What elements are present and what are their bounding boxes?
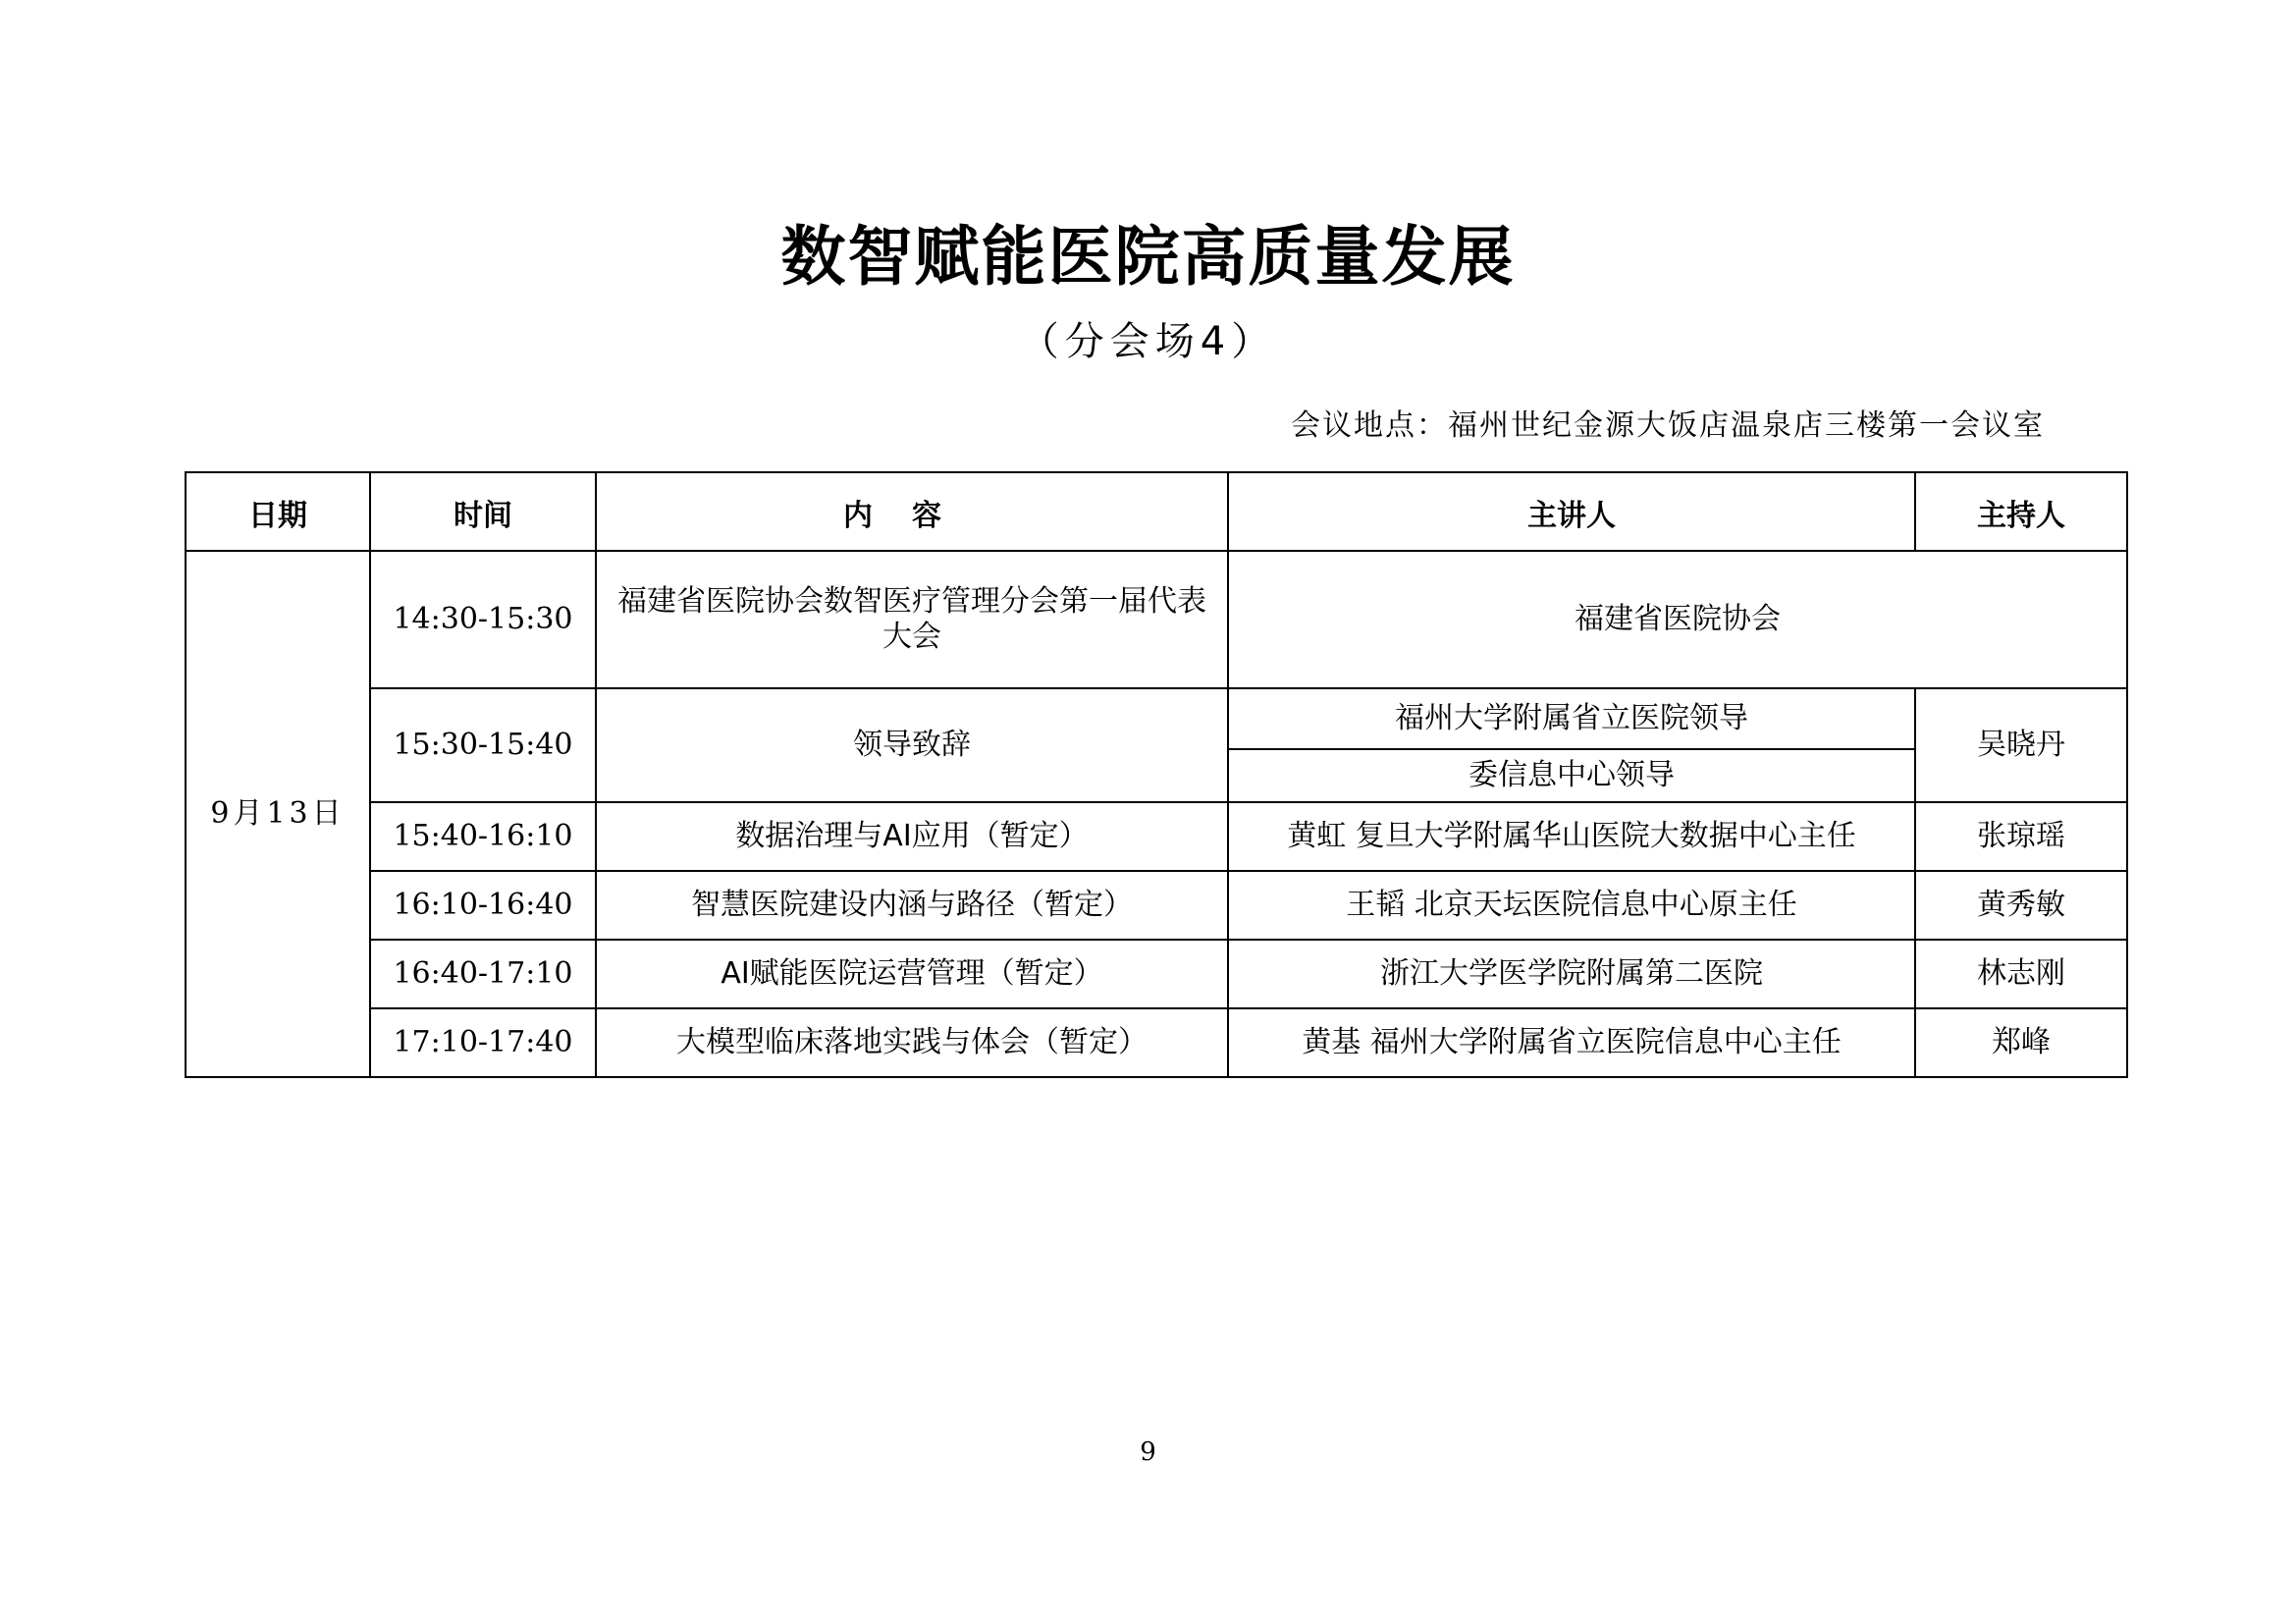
content-cell: 领导致辞 <box>596 688 1228 802</box>
speaker-cell: 浙江大学医学院附属第二医院 <box>1228 940 1915 1008</box>
table-row <box>186 940 2127 1008</box>
table-row <box>186 551 2127 688</box>
table-row <box>186 1008 2127 1077</box>
page-subtitle: （分会场4） <box>1019 319 1277 364</box>
content-cell: AI赋能医院运营管理（暂定） <box>596 940 1228 1008</box>
header-date: 日期 <box>186 472 370 551</box>
header-speaker: 主讲人 <box>1228 472 1915 551</box>
date-cell: 9月13日 <box>186 551 370 1077</box>
speaker-cell: 黄虹 复旦大学附属华山医院大数据中心主任 <box>1228 802 1915 871</box>
table-row <box>186 871 2127 940</box>
host-cell: 林志刚 <box>1915 940 2127 1008</box>
time-cell: 15:30-15:40 <box>370 688 596 802</box>
venue-text: 会议地点：福州世纪金源大饭店温泉店三楼第一会议室 <box>1291 408 2045 443</box>
host-cell: 张琼瑶 <box>1915 802 2127 871</box>
page-title: 数智赋能医院高质量发展 <box>780 219 1516 295</box>
page-number: 9 <box>1140 1437 1156 1467</box>
time-cell: 16:40-17:10 <box>370 940 596 1008</box>
table-row <box>186 688 2127 749</box>
speaker-cell: 福建省医院协会 <box>1228 551 2127 688</box>
time-cell: 15:40-16:10 <box>370 802 596 871</box>
content-cell: 智慧医院建设内涵与路径（暂定） <box>596 871 1228 940</box>
speaker-cell: 福州大学附属省立医院领导 <box>1228 688 1915 749</box>
speaker-cell: 委信息中心领导 <box>1228 749 1915 802</box>
header-host: 主持人 <box>1915 472 2127 551</box>
time-cell: 14:30-15:30 <box>370 551 596 688</box>
content-cell: 大模型临床落地实践与体会（暂定） <box>596 1008 1228 1077</box>
schedule-table <box>185 471 2128 1078</box>
header-content: 内容 <box>596 472 1228 551</box>
content-cell: 福建省医院协会数智医疗管理分会第一届代表大会 <box>596 551 1228 688</box>
host-cell: 吴晓丹 <box>1915 688 2127 802</box>
time-cell: 16:10-16:40 <box>370 871 596 940</box>
host-cell: 黄秀敏 <box>1915 871 2127 940</box>
time-cell: 17:10-17:40 <box>370 1008 596 1077</box>
table-header-row <box>186 472 2127 551</box>
host-cell: 郑峰 <box>1915 1008 2127 1077</box>
speaker-cell: 王韬 北京天坛医院信息中心原主任 <box>1228 871 1915 940</box>
speaker-cell: 黄基 福州大学附属省立医院信息中心主任 <box>1228 1008 1915 1077</box>
header-time: 时间 <box>370 472 596 551</box>
content-cell: 数据治理与AI应用（暂定） <box>596 802 1228 871</box>
table-row <box>186 802 2127 871</box>
